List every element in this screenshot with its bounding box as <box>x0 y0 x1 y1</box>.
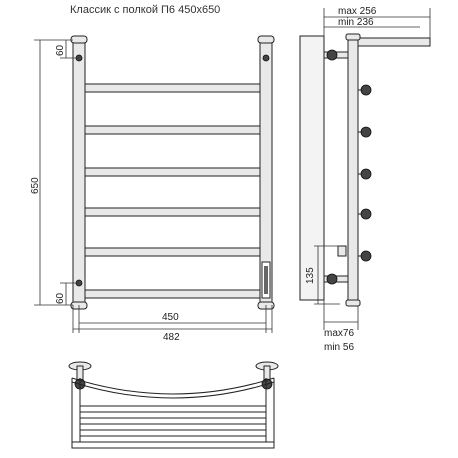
shelf-bar-2 <box>80 418 266 424</box>
right-top-cap <box>258 36 274 43</box>
dim-side-135: 135 <box>305 267 316 284</box>
shelf-bar-4 <box>72 442 274 448</box>
rung-3 <box>85 168 260 176</box>
dim-max-256: max 256 <box>338 6 377 17</box>
bottom-fitting-core <box>264 266 268 294</box>
rung-2 <box>85 126 260 134</box>
left-upright <box>73 40 85 305</box>
side-rung-knob-4 <box>361 209 371 219</box>
top-left-post <box>77 366 83 380</box>
side-rung-knob-2 <box>361 127 371 137</box>
side-rung-knob-5 <box>361 251 371 261</box>
dim-max-76: max76 <box>324 328 355 339</box>
wall-section <box>300 36 324 300</box>
dim-min-236: min 236 <box>338 17 374 28</box>
top-right-post <box>264 366 270 380</box>
side-bottom-cap <box>346 300 360 306</box>
left-top-cap <box>71 36 87 43</box>
dim-height-650: 650 <box>30 177 41 194</box>
drawing-title: Классик с полкой П6 450х650 <box>70 4 221 16</box>
side-view <box>300 6 430 353</box>
shelf-bar-1 <box>80 406 266 412</box>
side-top-cap <box>346 34 360 40</box>
side-upright <box>348 38 358 302</box>
dim-min-56: min 56 <box>324 342 355 353</box>
shelf-bar-3 <box>80 430 266 436</box>
dim-width-450: 450 <box>162 312 179 323</box>
bracket-knob-top <box>327 50 337 60</box>
dim-width-482: 482 <box>163 332 180 343</box>
rung-5 <box>85 248 260 256</box>
side-rung-knob-3 <box>361 169 371 179</box>
side-inlet <box>338 246 346 256</box>
rung-1 <box>85 84 260 92</box>
right-top-mount-point <box>263 55 269 61</box>
rung-4 <box>85 208 260 216</box>
dim-bottom-60: 60 <box>55 292 66 304</box>
top-curved-rail <box>72 378 274 394</box>
dim-top-60: 60 <box>55 44 66 56</box>
rung-6 <box>85 290 260 298</box>
front-view <box>30 36 274 343</box>
side-rung-knob-1 <box>361 85 371 95</box>
bracket-knob-bottom <box>327 274 337 284</box>
top-view <box>69 362 278 448</box>
top-curved-rail-inner <box>72 382 274 398</box>
